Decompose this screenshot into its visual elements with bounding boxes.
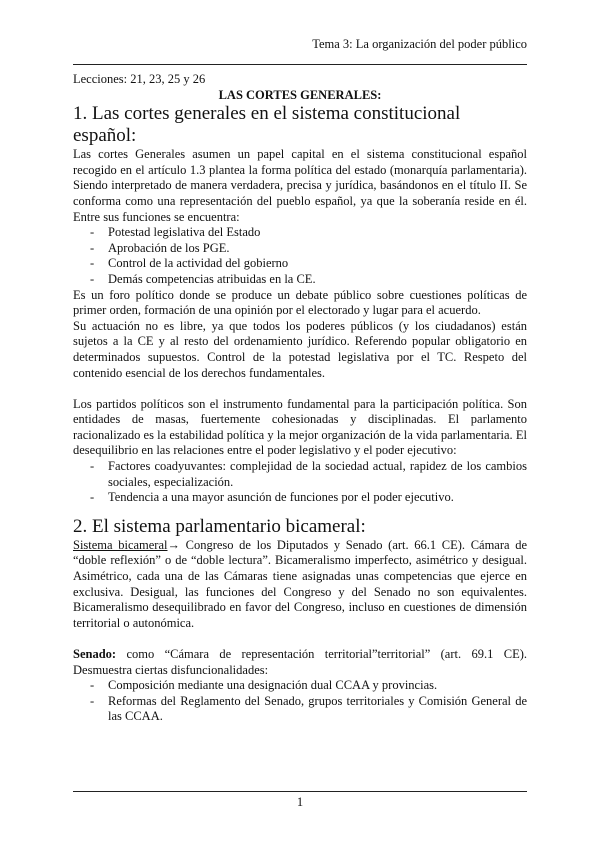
list-item: - Potestad legislativa del Estado: [90, 225, 261, 240]
bicameral-label: Sistema bicameral: [73, 537, 168, 552]
factors-list: [73, 459, 527, 506]
section-2-heading: 2. El sistema parlamentario bicameral:: [73, 515, 366, 537]
parties-paragraph: Los partidos políticos son el instrumento fundamental para la participación política. Son entidades de masas, fuertemente cohesionadas y disciplinadas. El parlamento racionalizado es la estabilidad política y la mejor organización de la vida parlamentaria. El desequilibrio en las relaciones entre el poder legislativo y el poder ejecutivo:: [73, 396, 527, 458]
forum-paragraph: Es un foro político donde se produce un debate público sobre cuestiones políticas de primer orden, formación de una opinión por el electorado y lugar para el acuerdo.: [73, 287, 527, 318]
footer-rule: [73, 791, 527, 792]
list-item: - Factores coadyuvantes: complejidad de la sociedad actual, rapidez de los cambios sociales, especialización.: [90, 459, 527, 489]
list-item: - Reformas del Reglamento del Senado, grupos territoriales y Comisión General de las CCAA.: [90, 693, 527, 724]
lessons-line: Lecciones: 21, 23, 25 y 26: [73, 72, 206, 86]
section-1-intro: Las cortes Generales asumen un papel capital en el sistema constitucional español recogido en el artículo 1.3 plantea la forma política del estado (monarquía parlamentaria). Siendo interpretado de manera verdadera, precisa y jurídica, basándonos en el título II. Se conforma como una representación del pueblo español, ya que la soberanía reside en él. Entre sus funciones se encuentra:: [73, 147, 527, 224]
header-rule: [73, 64, 527, 65]
list-item: - Composición mediante una designación dual CCAA y provincias.: [90, 678, 438, 693]
main-title: LAS CORTES GENERALES:: [218, 87, 382, 102]
senado-paragraph: Senado: como “Cámara de representación territorial”territorial” (art. 69.1 CE). Desmuestra ciertas disfuncionalidades:: [73, 647, 527, 677]
list-item: - Tendencia a una mayor asunción de funciones por el poder ejecutivo.: [90, 490, 454, 505]
document-body: [73, 72, 527, 725]
senado-label: Senado:: [73, 647, 117, 661]
list-item: - Control de la actividad del gobierno: [90, 256, 289, 271]
senado-list: [73, 678, 527, 725]
bicameral-paragraph: Sistema bicameral→ Congreso de los Diputados y Senado (art. 66.1 CE). Cámara de “doble reflexión” o de “doble lectura”. Bicameralismo imperfecto, asimétrico y desigual. Asimétrico, cada una de las Cámaras tiene asignadas unas competencias que ejerce en exclusiva. Desigual, las funciones del Congreso y del Senado no son equivalentes. Bicameralismo desequilibrado en favor del Congreso, incluso en cuestiones de dimensión territorial o autonómica.: [73, 537, 527, 630]
actuation-paragraph: Su actuación no es libre, ya que todos los poderes públicos (y los ciudadanos) están sujetos a la CE y al resto del ordenamiento jurídico. Referendo popular obligatorio en determinados supuestos. Control de la potestad legislativa por el TC. Respeto del contenido esencial de los derechos fundamentales.: [73, 318, 527, 380]
section-1-heading: 1. Las cortes generales en el sistema constitucional español:: [73, 103, 461, 147]
functions-list: [73, 225, 527, 287]
page-number: 1: [296, 795, 304, 809]
list-item: - Demás competencias atribuidas en la CE.: [90, 271, 316, 286]
list-item: - Aprobación de los PGE.: [90, 240, 230, 255]
running-header: Tema 3: La organización del poder público: [312, 37, 527, 51]
